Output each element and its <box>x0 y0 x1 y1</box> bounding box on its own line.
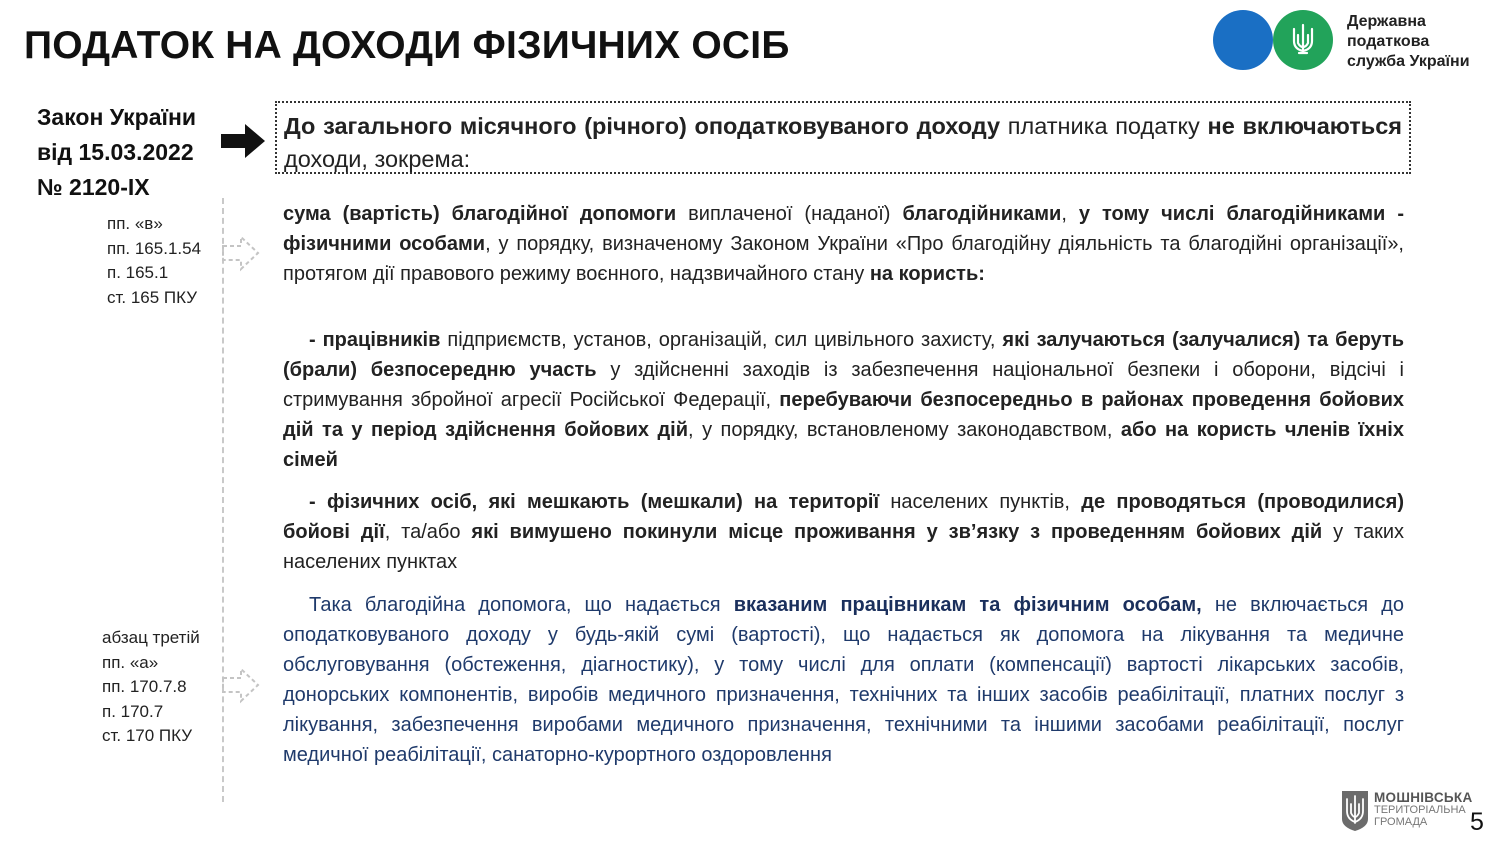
logo-line-2: податкова <box>1347 33 1430 50</box>
law-line-2: від 15.03.2022 <box>37 139 194 165</box>
intro-bold: не включаються <box>1207 113 1402 139</box>
ref-line: пп. 165.1.54 <box>107 238 202 258</box>
intro-box <box>275 101 1411 174</box>
text-span: , та/або <box>384 521 472 543</box>
ref-line: абзац третій <box>102 628 200 647</box>
intro-text: доходи, зокрема: <box>284 146 471 172</box>
law-line-3: № 2120-IX <box>37 174 150 200</box>
ref-line: п. 165.1 <box>107 263 169 282</box>
article-refs-170 <box>102 626 200 749</box>
text-bold: або на користь членів їхніх сімей <box>283 419 1404 471</box>
intro-text: платника податку <box>1000 113 1208 139</box>
ref-line: ст. 170 ПКУ <box>102 726 193 745</box>
text-span: не включається до оподатковуваного доходу у будь-якій сумі (вартості), що надається як допомога на лікування та медичне обслуговування (обстеження, діагностику), у тому числі для оплати (компенсації) вартості лікарських засобів, донорських компонентів, виробів медичного призначення, технічних та інших засобів реабілітації, платних послуг з лікування, забезпечення виробами медичного призначення, технічними та іншими засобами реабілітації, послуг медичної реабілітації, санаторно-курортного оздоровлення <box>283 594 1405 766</box>
dashed-arrow-right-icon <box>221 666 261 704</box>
paragraph-workers <box>283 325 1404 475</box>
paragraph-medical <box>283 590 1404 770</box>
dashed-divider <box>222 198 224 802</box>
ref-line: ст. 165 ПКУ <box>107 287 198 307</box>
trident-icon <box>1290 23 1316 57</box>
text-span: , <box>1061 203 1079 225</box>
text-bold: - працівників <box>309 329 441 351</box>
text-span: , у порядку, встановленому законодавством, <box>688 419 1121 441</box>
text-span: виплаченої (наданої) <box>676 203 903 225</box>
tax-service-logo <box>1213 10 1493 72</box>
community-line-1: МОШНІВСЬКА <box>1374 790 1473 805</box>
text-bold: де проводяться (проводилися) бойові дії <box>283 491 1404 543</box>
page-number: 5 <box>1470 808 1484 836</box>
trident-icon <box>1340 789 1370 833</box>
logo-line-3: служба України <box>1347 53 1470 70</box>
text-span: у таких населених пунктах <box>283 521 1404 573</box>
text-bold: які залучаються (залучалися) та беруть (брали) безпосередню участь <box>283 329 1405 381</box>
ref-line: пп. 170.7.8 <box>102 677 187 696</box>
law-line-1: Закон України <box>37 104 197 130</box>
arrow-right-icon <box>219 121 267 161</box>
logo-line-1: Державна <box>1347 13 1426 30</box>
text-bold: благодійниками <box>902 203 1062 225</box>
community-name <box>1374 792 1473 828</box>
dashed-arrow-right-icon <box>221 234 261 272</box>
logo-green-circle <box>1273 10 1333 70</box>
text-bold: - фізичних осіб, які мешкають (мешкали) на території <box>309 491 880 513</box>
page-title: ПОДАТОК НА ДОХОДИ ФІЗИЧНИХ ОСІБ <box>24 24 790 67</box>
text-bold: на користь: <box>869 263 985 285</box>
ref-line: п. 170.7 <box>102 701 164 721</box>
text-bold: вказаним працівникам та фізичним особам, <box>733 594 1202 616</box>
logo-blue-circle <box>1213 10 1273 70</box>
community-logo <box>1340 789 1480 835</box>
ref-line: пп. «в» <box>107 214 163 233</box>
text-span: Така благодійна допомога, що надається <box>309 594 734 616</box>
text-bold: у тому числі благодійниками - фізичними особами <box>283 203 1404 255</box>
ref-line: пп. «а» <box>102 652 159 672</box>
law-reference <box>37 100 196 205</box>
article-refs-165 <box>107 212 201 310</box>
text-span: , у порядку, визначеному Законом України «Про благодійну діяльність та благодійні організації», протягом дії правового режиму воєнного, надзвичайного стану <box>283 233 1404 285</box>
text-span: населених пунктів, <box>879 491 1082 513</box>
paragraph-charity <box>283 199 1404 289</box>
community-line-2: ТЕРИТОРІАЛЬНА <box>1374 804 1466 816</box>
text-bold: сума (вартість) благодійної допомоги <box>283 203 677 225</box>
community-line-3: ГРОМАДА <box>1374 816 1428 828</box>
text-bold: які вимушено покинули місце проживання у зв’язку з проведенням бойових дій <box>471 521 1323 543</box>
logo-text <box>1347 12 1470 72</box>
paragraph-residents <box>283 487 1404 577</box>
text-bold: перебуваючи безпосередньо в районах проведення бойових дій та у період здійснення бойових дій <box>283 389 1405 441</box>
intro-bold: До загального місячного (річного) оподатковуваного доходу <box>284 113 1001 139</box>
text-span: у здійсненні заходів із забезпечення національної безпеки і оборони, відсічі і стримування збройної агресії Російської Федерації, <box>283 359 1404 411</box>
text-span: підприємств, установ, організацій, сил цивільного захисту, <box>440 329 1003 351</box>
